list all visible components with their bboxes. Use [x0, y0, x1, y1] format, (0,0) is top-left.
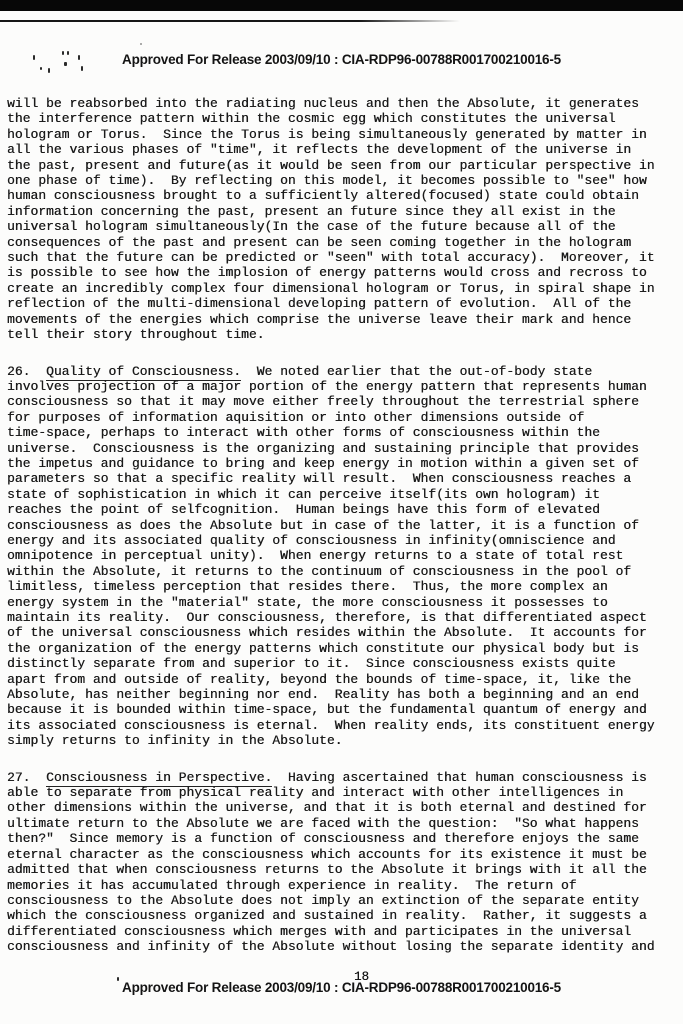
text-line: state of sophistication in which it can perceive itself(its own hologram) it: [7, 486, 600, 502]
scan-artifact-mark: [40, 67, 42, 70]
top-scan-redaction-bar: [0, 0, 683, 11]
text-line: time-space, perhaps to interact with other forms of consciousness within the: [7, 425, 600, 441]
text-line: the interference pattern within the cosmic egg which constitutes the universal: [7, 111, 616, 127]
text-line: information concerning the past, present an future since they all exist in the: [7, 203, 616, 219]
text-line: will be reabsorbed into the radiating nucleus and then the Absolute, it generates: [7, 96, 639, 111]
text-line: differentiated consciousness which merges with and participates in the universal: [7, 923, 632, 939]
text-line: because it is bounded within time-space, but the fundamental quantum of energy and: [7, 702, 647, 718]
text-line: admitted that when consciousness returns to the Absolute it brings with it all the: [7, 862, 647, 878]
text-line: one phase of time). By reflecting on this model, it becomes possible to "see" how: [7, 173, 647, 189]
text-line: the organization of the energy patterns which constitute our physical body but is: [7, 640, 639, 656]
text-line: consequences of the past and present can be seen coming together in the hologram: [7, 234, 632, 250]
text-line: the past, present and future(as it would be seen from our particular perspective in: [7, 157, 655, 173]
header-rule-line: [0, 20, 460, 22]
section-heading: Quality of Consciousness.: [46, 363, 242, 379]
section-26-lines: [7, 379, 669, 749]
footer-release-stamp: Approved For Release 2003/09/10 : CIA-RDP96-00788R001700210016-5: [122, 980, 561, 995]
text-line: consciousness as does the Absolute but in case of the latter, it is a function of: [7, 517, 639, 533]
text-line: able to separate from physical reality and interact with other intelligences in: [7, 785, 624, 801]
section-26-heading-line: [7, 364, 669, 379]
text-line: energy system in the "material" state, the more consciousness it possesses to: [7, 594, 608, 610]
scan-artifact-mark: [140, 43, 142, 45]
text-line: consciousness and infinity of the Absolute without losing the separate identity and: [7, 939, 655, 955]
text-line: limitless, timeless perception that resides there. Thus, the more complex an: [7, 579, 608, 595]
text-line: of the universal consciousness which resides within the Absolute. It accounts for: [7, 625, 647, 641]
text-line: maintain its reality. Our consciousness, therefore, is that differentiated aspect: [7, 610, 647, 625]
text-line: reaches the point of selfcognition. Human beings have this form of elevated: [7, 502, 600, 518]
section-heading: Consciousness in Perspective.: [46, 769, 273, 785]
scan-artifact-mark: [48, 68, 50, 73]
text-line: universe. Consciousness is the organizing and sustaining principle that provides: [7, 440, 639, 456]
text-line: apart from and outside of reality, beyond the bounds of time-space, it, like the: [7, 671, 632, 687]
text-line: then?" Since memory is a function of consciousness and therefore enjoys the same: [7, 831, 639, 847]
text-line: movements of the energies which comprise the universe leave their mark and hence: [7, 311, 632, 327]
text-line: consciousness to the Absolute does not imply an extinction of the separate entity: [7, 892, 639, 908]
section-number: 26.: [7, 363, 47, 379]
heading-line-rest: Having ascertained that human consciousness is: [272, 769, 647, 785]
text-line: for purposes of information aquisition or into other dimensions outside of: [7, 409, 585, 425]
section-27-lines: [7, 785, 669, 954]
text-line: hologram or Torus. Since the Torus is being simultaneously generated by matter in: [7, 126, 647, 142]
text-line: energy and its associated quality of consciousness in infinity(omniscience and: [7, 532, 616, 548]
section-27-heading-line: [7, 770, 669, 785]
text-line: all the various phases of "time", it reflects the development of the universe in: [7, 142, 632, 158]
text-line: its associated consciousness is eternal. When reality ends, its constituent energy: [7, 717, 655, 733]
text-line: such that the future can be predicted or "seen" with total accuracy). Moreover, it: [7, 250, 655, 266]
section-27-paragraph: [7, 770, 669, 955]
text-line: parameters so that a specific reality will result. When consciousness reaches a: [7, 471, 632, 487]
text-line: distinctly separate from and superior to it. Since consciousness exists quite: [7, 656, 616, 672]
text-line: human consciousness brought to a sufficiently altered(focused) state could obtain: [7, 188, 639, 204]
text-line: simply returns to infinity in the Absolute.: [7, 733, 343, 749]
text-line: omnipotence in perceptual unity). When energy returns to a state of total rest: [7, 548, 624, 564]
heading-line-rest: We noted earlier that the out-of-body state: [241, 363, 593, 379]
text-line: universal hologram simultaneously(In the case of the future because all of the: [7, 219, 616, 235]
text-line: ultimate return to the Absolute we are faced with the question: "So what happens: [7, 815, 639, 831]
text-line: Absolute, has neither beginning nor end. Reality has both a beginning and an end: [7, 687, 639, 703]
text-line: other dimensions within the universe, and that it is both eternal and destined for: [7, 800, 647, 816]
section-26-paragraph: [7, 364, 669, 749]
page-number: 18: [354, 970, 370, 984]
text-line: memories it has accumulated through experience in reality. The return of: [7, 877, 577, 893]
text-line: tell their story throughout time.: [7, 327, 265, 343]
document-body: [7, 96, 669, 955]
text-line: eternal character as the consciousness which accounts for its existence it must be: [7, 846, 647, 862]
text-line: the impetus and guidance to bring and keep energy in motion within a given set of: [7, 455, 639, 471]
text-line: consciousness so that it may move either freely throughout the terrestrial sphere: [7, 394, 639, 410]
text-line: which the consciousness organized and sustained in reality. Rather, it suggests a: [7, 908, 647, 924]
text-line: within the Absolute, it returns to the continuum of consciousness in the pool of: [7, 563, 632, 579]
continuation-paragraph: [7, 96, 669, 343]
section-number: 27.: [7, 769, 47, 785]
header-release-stamp: Approved For Release 2003/09/10 : CIA-RDP96-00788R001700210016-5: [122, 52, 561, 67]
text-line: involves projection of a major portion of the energy pattern that represents human: [7, 378, 647, 394]
text-line: is possible to see how the implosion of energy patterns would cross and recross to: [7, 265, 647, 281]
text-line: create an incredibly complex four dimensional hologram or Torus, in spiral shape in: [7, 280, 655, 296]
text-line: reflection of the multi-dimensional developing pattern of evolution. All of the: [7, 296, 632, 312]
